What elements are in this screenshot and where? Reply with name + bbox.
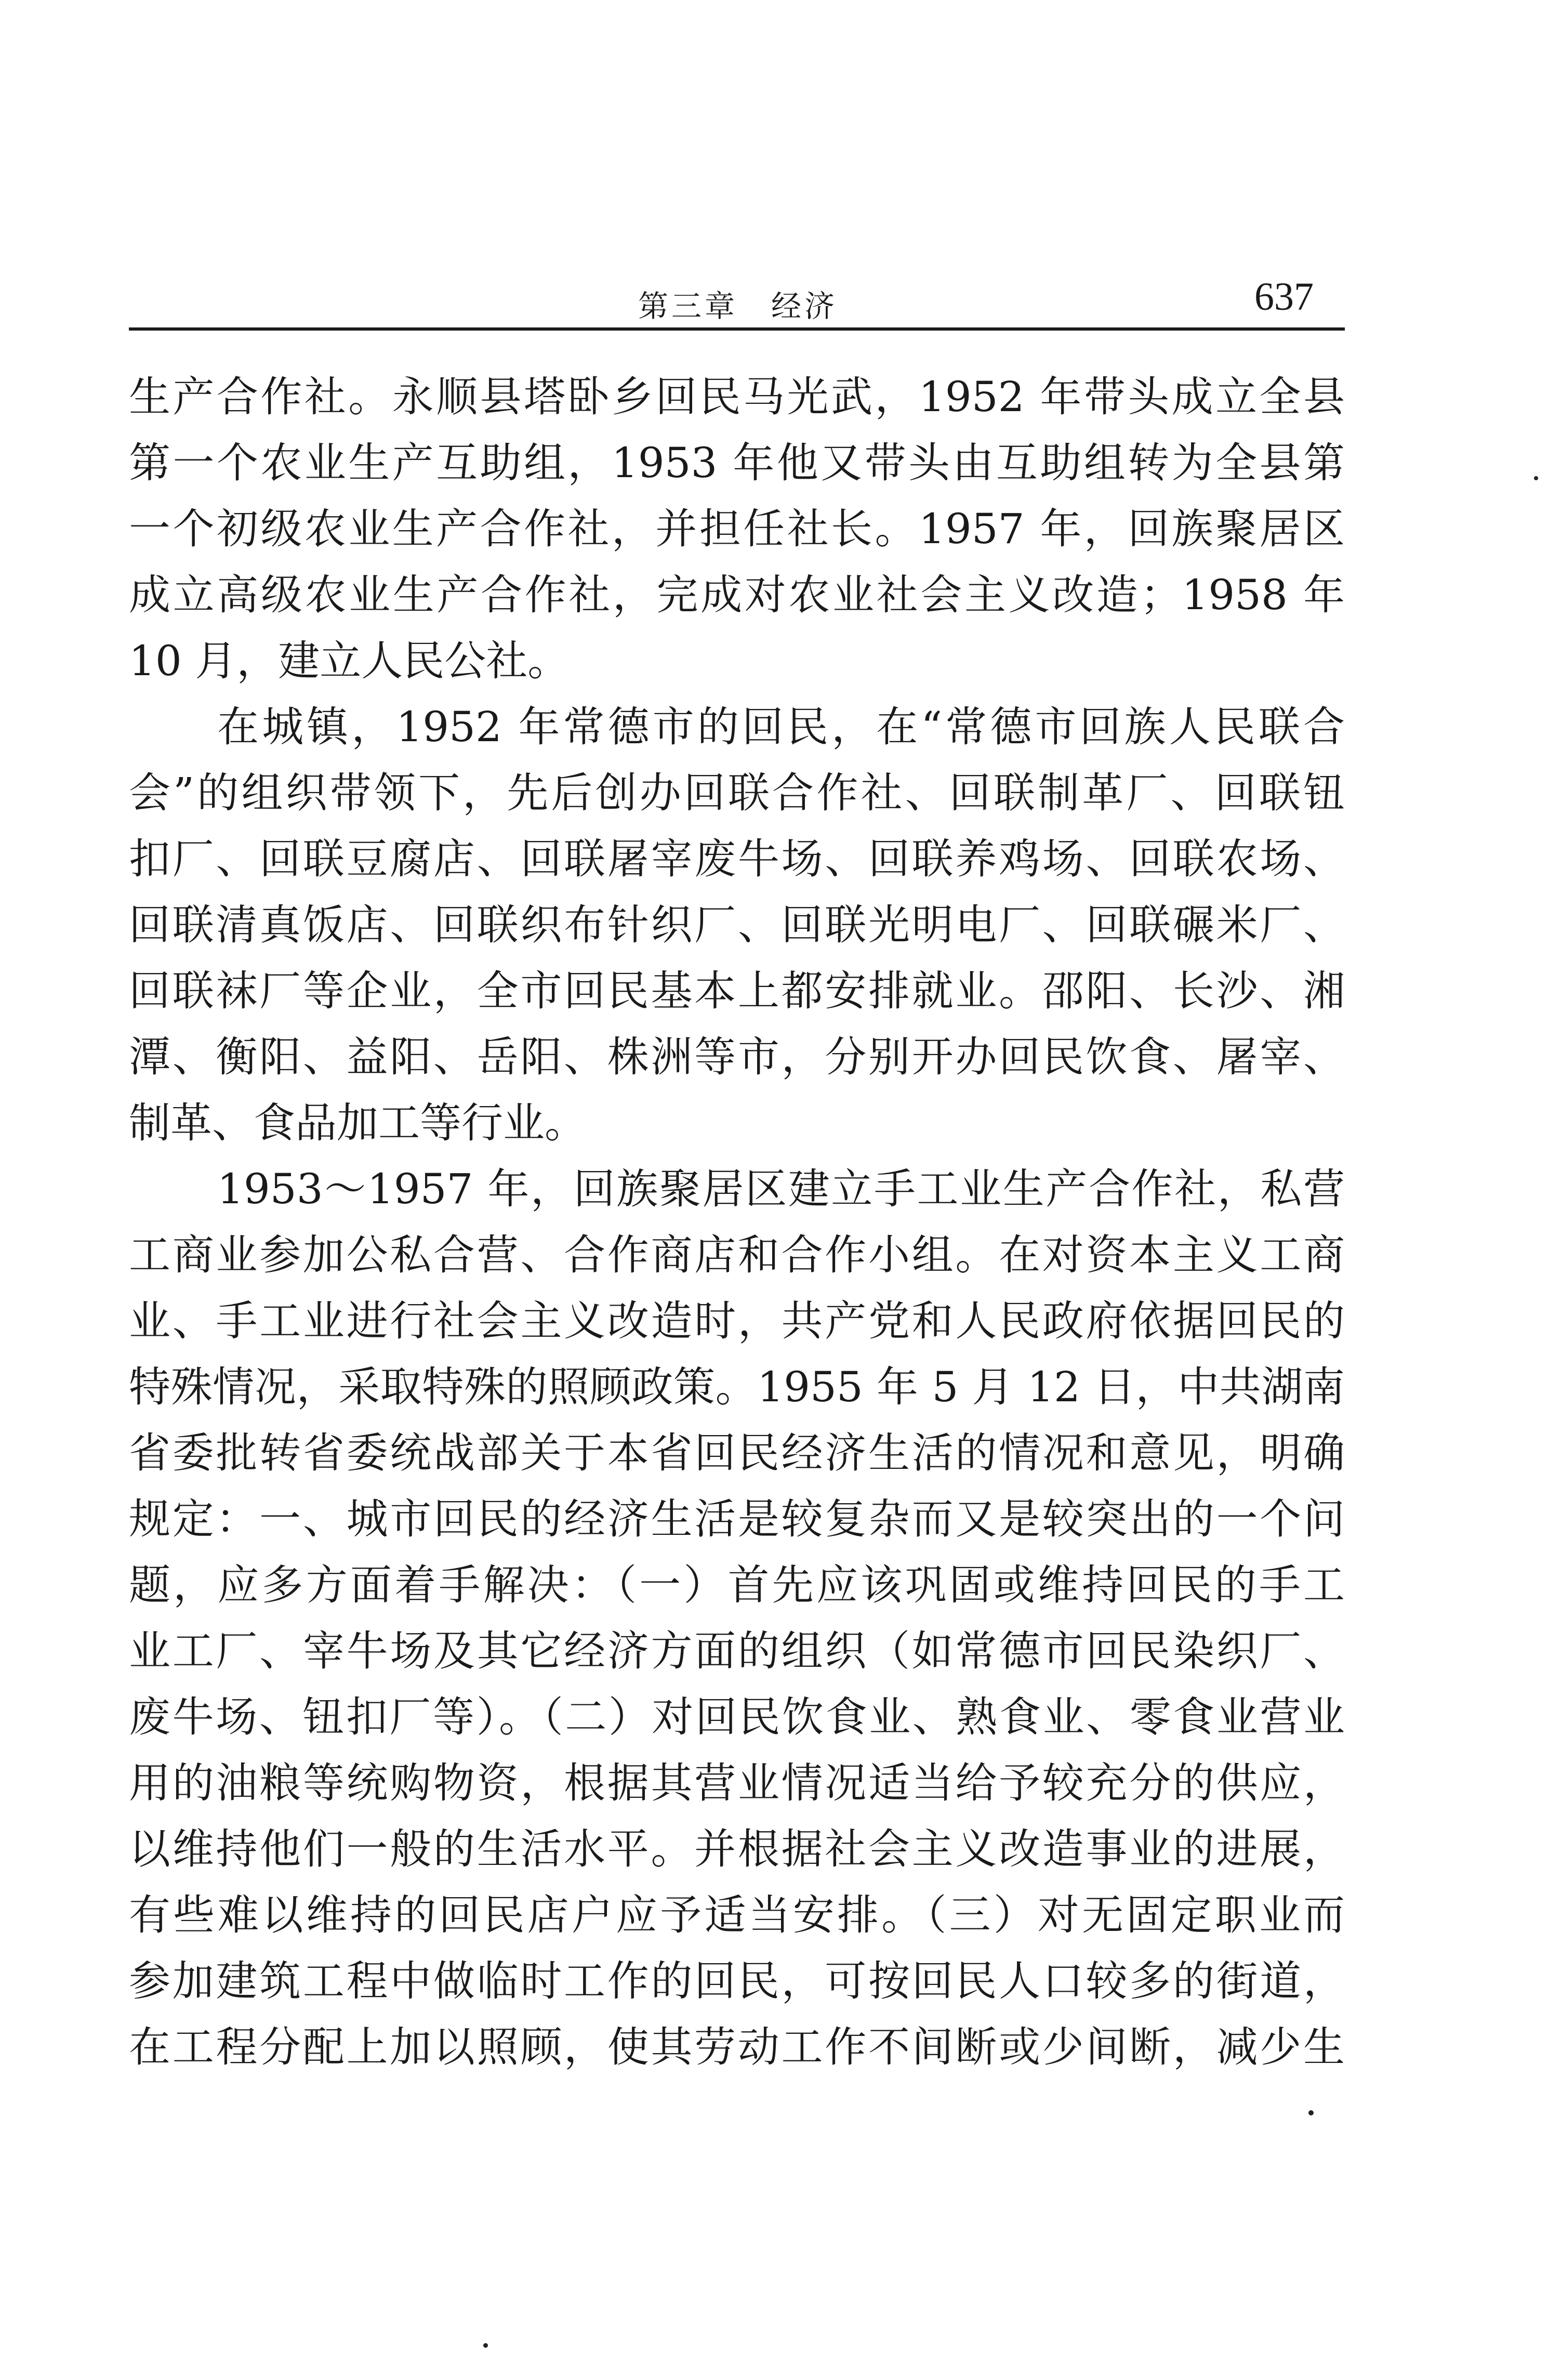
text-line: 回联袜厂等企业，全市回民基本上都安排就业。邵阳、长沙、湘 xyxy=(129,967,1345,1015)
text-line: 规定：一、城市回民的经济生活是较复杂而又是较突出的一个问 xyxy=(129,1495,1345,1543)
page-number: 637 xyxy=(1254,275,1314,319)
text-line: 1953～1957 年，回族聚居区建立手工业生产合作社，私营 xyxy=(217,1165,1345,1213)
text-line: 用的油粮等统购物资，根据其营业情况适当给予较充分的供应， xyxy=(129,1759,1345,1807)
text-line: 工商业参加公私合营、合作商店和合作小组。在对资本主义工商 xyxy=(129,1231,1345,1279)
scan-speck xyxy=(1534,476,1538,480)
text-line: 业、手工业进行社会主义改造时，共产党和人民政府依据回民的 xyxy=(129,1297,1345,1345)
text-line: 省委批转省委统战部关于本省回民经济生活的情况和意见，明确 xyxy=(129,1429,1345,1477)
text-line: 生产合作社。永顺县塔卧乡回民马光武，1952 年带头成立全县 xyxy=(129,373,1345,421)
text-line: 废牛场、钮扣厂等）。（二）对回民饮食业、熟食业、零食业营业 xyxy=(129,1693,1345,1741)
text-line: 有些难以维持的回民店户应予适当安排。（三）对无固定职业而 xyxy=(129,1891,1345,1939)
text-line: 第一个农业生产互助组，1953 年他又带头由互助组转为全县第 xyxy=(129,439,1345,487)
text-line: 业工厂、宰牛场及其它经济方面的组织（如常德市回民染织厂、 xyxy=(129,1627,1345,1675)
body-text xyxy=(129,364,1345,2080)
paragraph-3 xyxy=(129,1156,1345,2080)
text-line: 在工程分配上加以照顾，使其劳动工作不间断或少间断，减少生 xyxy=(129,2023,1345,2071)
paragraph-1 xyxy=(129,364,1345,694)
text-line: 成立高级农业生产合作社，完成对农业社会主义改造；1958 年 xyxy=(129,571,1345,619)
running-header xyxy=(129,270,1345,331)
chapter-title: 第三章 经济 xyxy=(638,288,838,324)
text-line: 参加建筑工程中做临时工作的回民，可按回民人口较多的街道， xyxy=(129,1957,1345,2005)
paragraph-2 xyxy=(129,694,1345,1156)
text-line: 在城镇，1952 年常德市的回民，在“常德市回族人民联合 xyxy=(217,703,1345,751)
text-line: 扣厂、回联豆腐店、回联屠宰废牛场、回联养鸡场、回联农场、 xyxy=(129,835,1345,883)
scan-speck xyxy=(1308,2110,1314,2115)
scan-speck xyxy=(483,2343,488,2348)
text-line: 题，应多方面着手解决：（一）首先应该巩固或维持回民的手工 xyxy=(129,1561,1345,1609)
text-line: 特殊情况，采取特殊的照顾政策。1955 年 5 月 12 日，中共湖南 xyxy=(129,1363,1345,1411)
text-line: 10 月，建立人民公社。 xyxy=(129,637,570,685)
text-line: 潭、衡阳、益阳、岳阳、株洲等市，分别开办回民饮食、屠宰、 xyxy=(129,1033,1345,1081)
text-line: 回联清真饭店、回联织布针织厂、回联光明电厂、回联碾米厂、 xyxy=(129,901,1345,949)
text-line: 制革、食品加工等行业。 xyxy=(129,1099,586,1147)
text-line: 会”的组织带领下，先后创办回联合作社、回联制革厂、回联钮 xyxy=(129,769,1345,817)
text-line: 一个初级农业生产合作社，并担任社长。1957 年，回族聚居区 xyxy=(129,505,1345,553)
text-line: 以维持他们一般的生活水平。并根据社会主义改造事业的进展， xyxy=(129,1825,1345,1873)
